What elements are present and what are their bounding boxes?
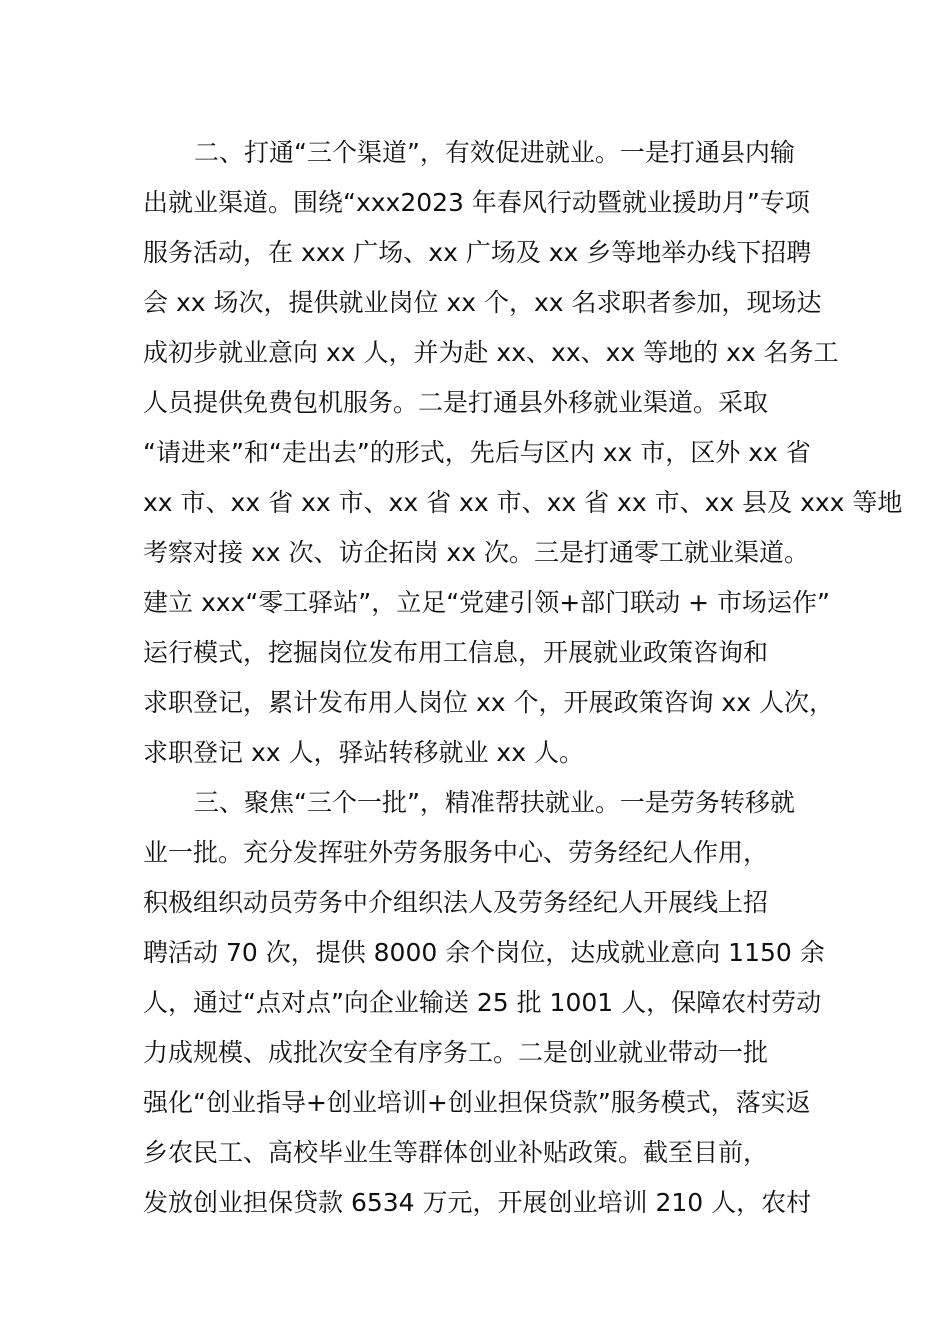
paragraph-1-line-12: 求职登记，累计发布用人岗位 xx 个，开展政策咨询 xx 人次， <box>143 688 834 717</box>
paragraph-2-line-2: 业一批。充分发挥驻外劳务服务中心、劳务经纪人作用， <box>143 838 769 867</box>
paragraph-1-line-13: 求职登记 xx 人，驿站转移就业 xx 人。 <box>143 738 584 767</box>
paragraph-1-line-6: 人员提供免费包机服务。二是打通县外移就业渠道。采取 <box>143 388 769 417</box>
paragraph-2-line-5: 人，通过“点对点”向企业输送 25 批 1001 人，保障农村劳动 <box>143 988 822 1017</box>
document-body <box>143 128 903 1228</box>
paragraph-1-line-11: 运行模式，挖掘岗位发布用工信息，开展就业政策咨询和 <box>143 638 769 667</box>
paragraph-1-line-8: xx 市、xx 省 xx 市、xx 省 xx 市、xx 省 xx 市、xx 县及 xxx 等地 <box>143 488 903 517</box>
paragraph-2-line-4: 聘活动 70 次，提供 8000 余个岗位，达成就业意向 1150 余 <box>143 938 825 967</box>
paragraph-2-line-3: 积极组织动员劳务中介组织法人及劳务经纪人开展线上招 <box>143 888 769 917</box>
paragraph-1-line-4: 会 xx 场次，提供就业岗位 xx 个，xx 名求职者参加，现场达 <box>143 288 822 317</box>
paragraph-1-line-5: 成初步就业意向 xx 人，并为赴 xx、xx、xx 等地的 xx 名务工 <box>143 338 839 367</box>
paragraph-2-line-1: 三、聚焦“三个一批”，精准帮扶就业。一是劳务转移就 <box>194 788 795 817</box>
paragraph-2-line-8: 乡农民工、高校毕业生等群体创业补贴政策。截至目前， <box>143 1138 769 1167</box>
paragraph-2-line-6: 力成规模、成批次安全有序务工。二是创业就业带动一批 <box>143 1038 769 1067</box>
paragraph-2-line-9: 发放创业担保贷款 6534 万元，开展创业培训 210 人，农村 <box>143 1188 812 1217</box>
paragraph-2-line-7: 强化“创业指导+创业培训+创业担保贷款”服务模式，落实返 <box>143 1088 811 1117</box>
paragraph-1-line-9: 考察对接 xx 次、访企拓岗 xx 次。三是打通零工就业渠道。 <box>143 538 809 567</box>
paragraph-1-line-7: “请进来”和“走出去”的形式，先后与区内 xx 市，区外 xx 省 <box>143 438 811 467</box>
paragraph-1-line-10: 建立 xxx“零工驿站”，立足“党建引领+部门联动 + 市场运作” <box>143 588 830 617</box>
paragraph-1-line-3: 服务活动，在 xxx 广场、xx 广场及 xx 乡等地举办线下招聘 <box>143 238 812 267</box>
paragraph-1-line-1: 二、打通“三个渠道”，有效促进就业。一是打通县内输 <box>194 138 795 167</box>
paragraph-1-line-2: 出就业渠道。围绕“xxx2023 年春风行动暨就业援助月”专项 <box>143 188 810 217</box>
